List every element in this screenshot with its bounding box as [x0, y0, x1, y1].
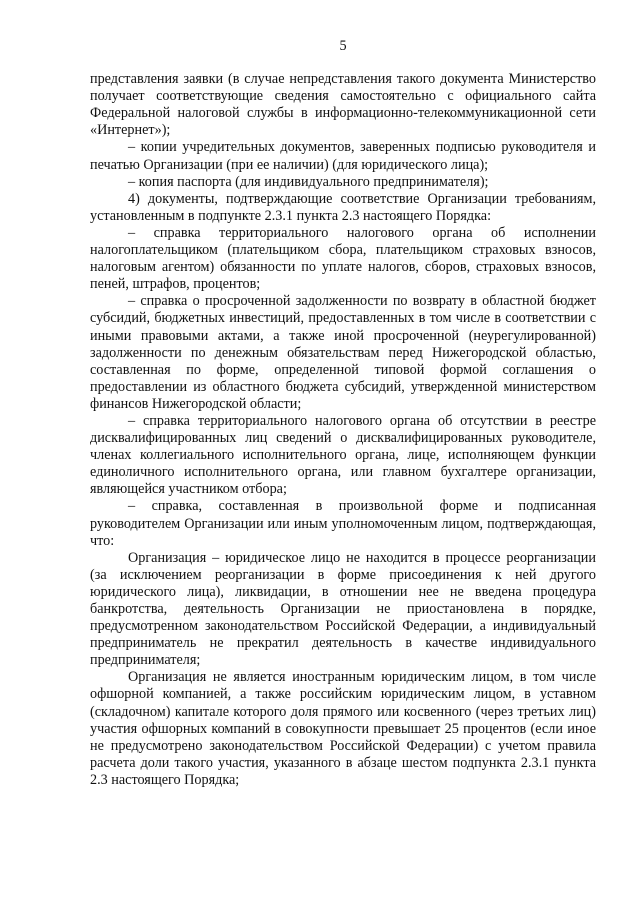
paragraph-overdue-debt-certificate: – справка о просроченной задолженности по возврату в областной бюджет субсидий, бюджетных инвестиций, предоставленных в том числе в соответствии с иными правовыми актами, а также иной просроченной (неурегулированной) задолженности по денежным обязательствам перед Нижегородской областью, составленная по форме, определенной типовой формой соглашения о предоставлении из областного бюджета субсидий, утвержденной министерством финансов Нижегородской области;: [90, 293, 596, 412]
paragraph-founding-documents: – копии учредительных документов, заверенных подписью руководителя и печатью Организации (при ее наличии) (для юридического лица);: [90, 139, 596, 173]
paragraph-free-form-certificate: – справка, составленная в произвольной форме и подписанная руководителем Организации или иным уполномоченным лицом, подтверждающая, что:: [90, 498, 596, 549]
paragraph-compliance-documents: 4) документы, подтверждающие соответствие Организации требованиям, установленным в подпункте 2.3.1 пункта 2.3 настоящего Порядка:: [90, 190, 596, 224]
paragraph-tax-certificate: – справка территориального налогового органа об исполнении налогоплательщиком (плательщиком сбора, плательщиком страховых взносов, налоговым агентом) обязанности по уплате налогов, сборов, страховых взносов, пеней, штрафов, процентов;: [90, 224, 596, 293]
paragraph-offshore-status: Организация не является иностранным юридическим лицом, в том числе офшорной компанией, а также российским юридическим лицом, в уставном (складочном) капитале которого доля прямого или косвенного (через третьих лиц) участия офшорных компаний в совокупности превышает 25 процентов (если иное не предусмотрено законодательством Российской Федерации) с учетом правила расчета доли такого участия, указанного в абзаце шестом подпункта 2.3.1 пункта 2.3 настоящего Порядка;: [90, 669, 596, 788]
paragraph-application-submission: представления заявки (в случае непредставления такого документа Министерство получает соответствующие сведения самостоятельно с официального сайта Федеральной налоговой службы в информационно-телекоммуникационной сети «Интернет»);: [90, 71, 596, 139]
paragraph-passport-copy: – копия паспорта (для индивидуального предпринимателя);: [128, 173, 489, 190]
paragraph-disqualified-persons-certificate: – справка территориального налогового органа об отсутствии в реестре дисквалифицированных лиц сведений о дисквалифицированных руководителе, членах коллегиального исполнительного органа, лице, исполняющем функции единоличного исполнительного органа, или главном бухгалтере организации, являющейся участником отбора;: [90, 412, 596, 498]
paragraph-reorganization-status: Организация – юридическое лицо не находится в процессе реорганизации (за исключением реорганизации в форме присоединения к ней другого юридического лица), ликвидации, в отношении нее не введена процедура банкротства, деятельность Организации не приостановлена в порядке, предусмотренном законодательством Российской Федерации, а индивидуальный предприниматель не прекратил деятельность в качестве индивидуального предпринимателя;: [90, 549, 596, 669]
page-number: 5: [339, 38, 347, 54]
